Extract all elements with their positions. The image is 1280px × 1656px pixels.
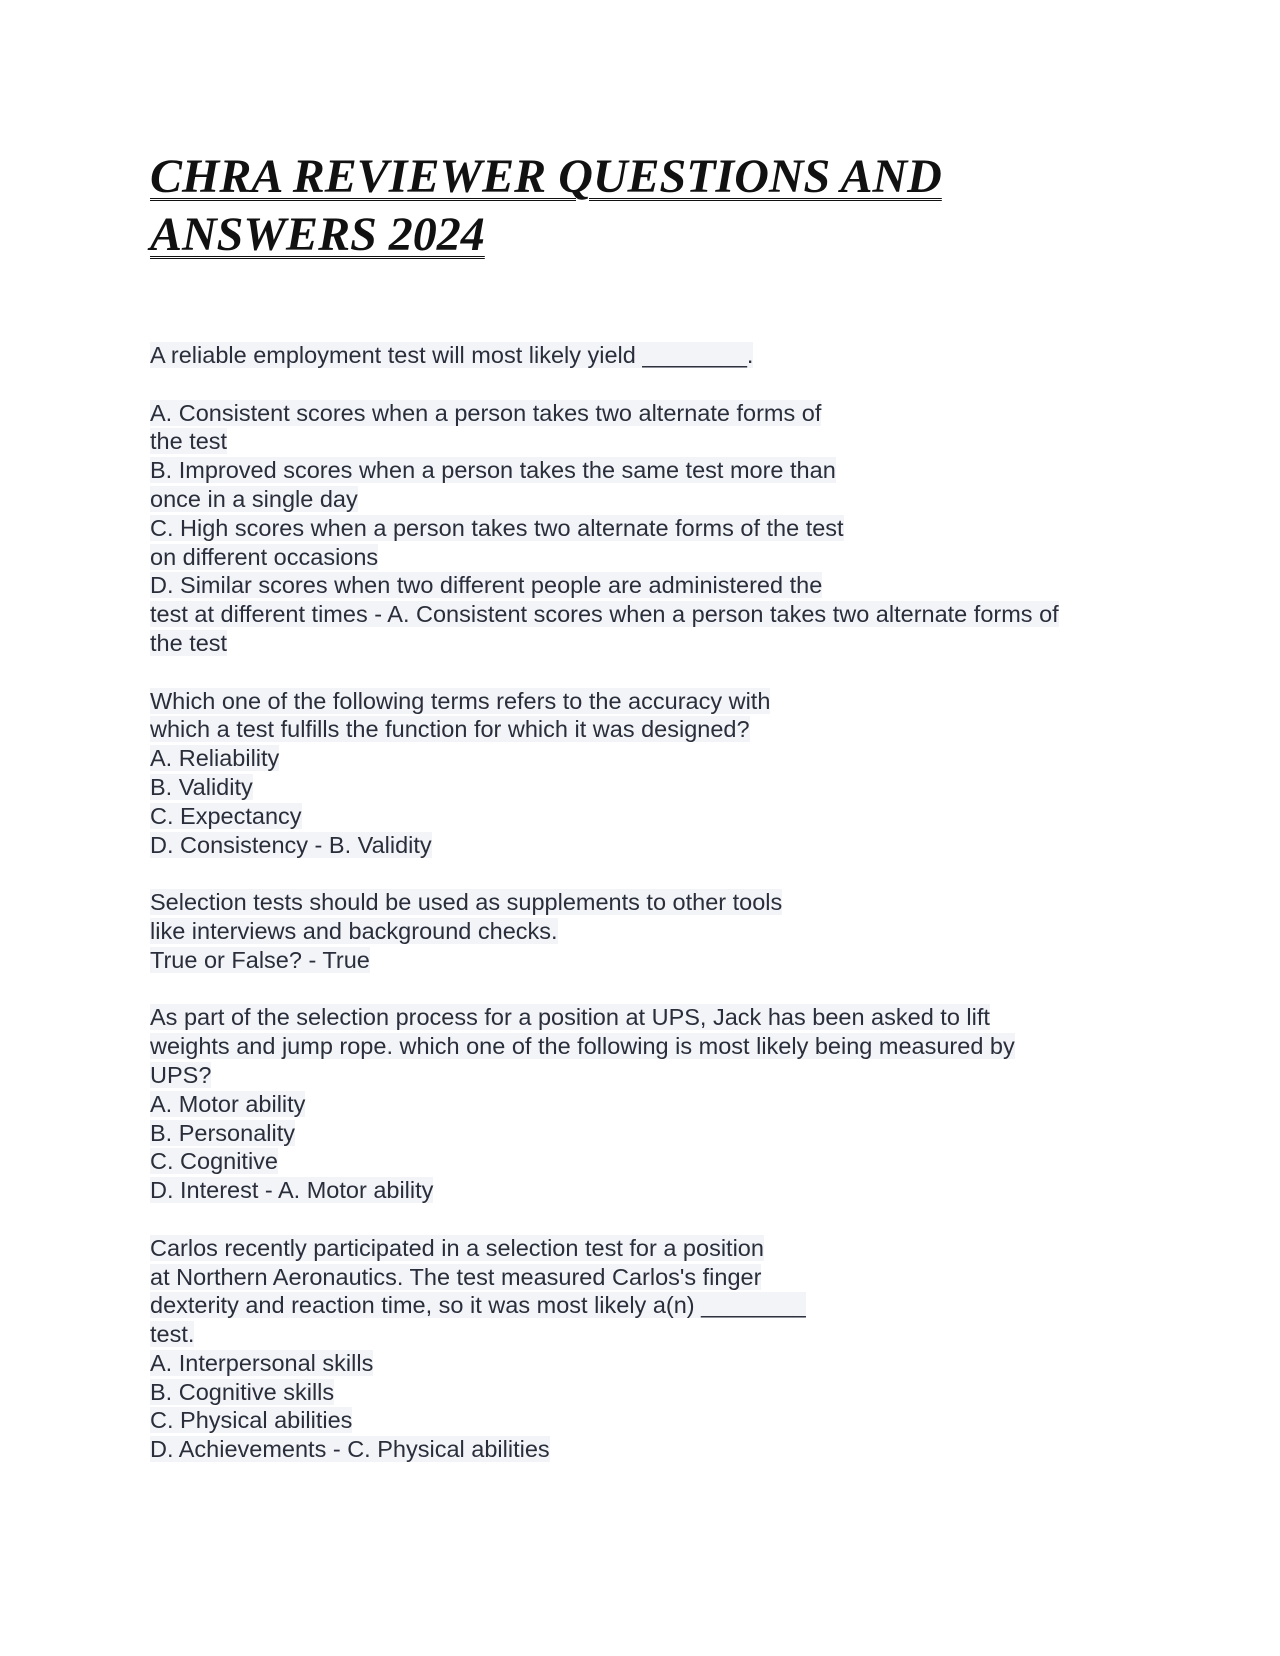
question-line: D. Achievements - C. Physical abilities [150,1436,550,1463]
question-block [150,1003,1150,1205]
question-line: C. Cognitive [150,1148,278,1175]
question-block [150,341,1150,658]
question-line: B. Cognitive skills [150,1378,335,1405]
question-line: As part of the selection process for a position at UPS, Jack has been asked to lift [150,1004,990,1031]
question-line: once in a single day [150,485,358,512]
question-line: A. Consistent scores when a person takes two alternate forms of [150,399,822,426]
question-line: C. Expectancy [150,802,302,829]
question-line: at Northern Aeronautics. The test measured Carlos's finger [150,1263,762,1290]
question-line: A. Interpersonal skills [150,1349,374,1376]
question-line: D. Similar scores when two different people are administered the [150,572,823,599]
question-line: A. Reliability [150,745,280,772]
question-line: True or False? - True [150,946,370,973]
question-line: B. Validity [150,773,253,800]
title-line: ANSWERS 2024 [150,208,485,261]
question-line: weights and jump rope. which one of the following is most likely being measured by [150,1033,1015,1060]
question-line: B. Personality [150,1119,295,1146]
question-line: A. Motor ability [150,1090,306,1117]
question-line: the test [150,428,228,455]
question-line: dexterity and reaction time, so it was most likely a(n) ________ [150,1292,806,1319]
question-line: D. Interest - A. Motor ability [150,1177,434,1204]
question-line: Which one of the following terms refers to the accuracy with [150,687,771,714]
blank-line [150,370,1150,399]
document-title [150,148,1150,264]
title-line: CHRA REVIEWER QUESTIONS AND [150,150,942,203]
question-block [150,687,1150,860]
questions-list [150,341,1150,1493]
question-line: C. Physical abilities [150,1407,353,1434]
question-line: like interviews and background checks. [150,917,558,944]
question-line: Selection tests should be used as supplements to other tools [150,889,783,916]
question-line: which a test fulfills the function for which it was designed? [150,716,750,743]
question-line: A reliable employment test will most likely yield ________. [150,342,754,368]
question-block [150,888,1150,974]
question-block [150,1234,1150,1464]
question-line: B. Improved scores when a person takes the same test more than [150,457,836,484]
question-line: test at different times - A. Consistent scores when a person takes two alternate forms of [150,601,1059,628]
question-line: UPS? [150,1061,212,1088]
question-line: the test [150,629,228,656]
question-line: Carlos recently participated in a selection test for a position [150,1234,764,1261]
question-line: on different occasions [150,543,379,570]
question-line: C. High scores when a person takes two alternate forms of the test [150,514,844,541]
question-line: test. [150,1321,195,1348]
question-line: D. Consistency - B. Validity [150,831,432,858]
